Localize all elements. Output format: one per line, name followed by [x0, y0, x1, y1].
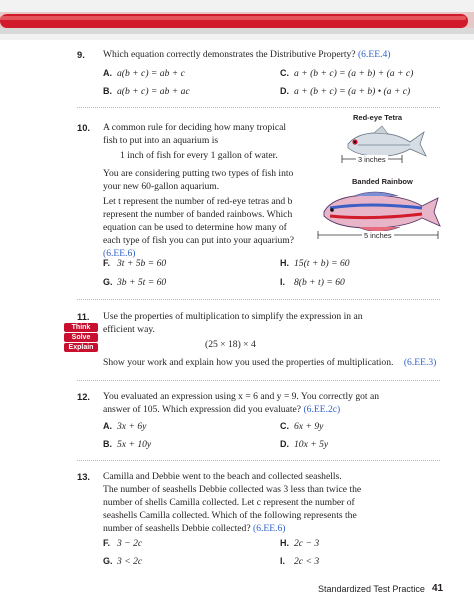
option-text: 10x + 5y — [294, 439, 329, 450]
q9-text: Which equation correctly demonstrates the Distributive Property? — [103, 49, 356, 60]
option-letter: H. — [280, 538, 289, 548]
q11-standard: (6.EE.3) — [403, 357, 437, 368]
q10-paragraph3 — [103, 195, 323, 260]
option-letter: C. — [280, 68, 289, 78]
q10-line: Let t represent the number of red-eye tetras and b — [103, 196, 293, 207]
q10-standard: (6.EE.6) — [103, 248, 136, 259]
fish1-length: 3 inches — [358, 155, 386, 164]
q12-number: 12. — [77, 391, 91, 402]
think-badge: Think — [64, 323, 98, 332]
q9-option-d[interactable] — [280, 85, 410, 98]
q12-option-a[interactable] — [103, 420, 146, 433]
q13-standard: (6.EE.6) — [253, 523, 286, 534]
q13-number: 13. — [77, 471, 91, 482]
q11-stem — [103, 310, 443, 336]
q10-line: each type of fish you can put into your aquarium? — [103, 235, 295, 246]
divider — [77, 460, 440, 461]
q10-line: represent the number of banded rainbows. Which — [103, 209, 293, 220]
q13-line: number of seashells Debbie collected? — [103, 523, 251, 534]
q13-line: The number of seashells Debbie collected was 3 less than twice the — [103, 484, 362, 495]
q10-option-f[interactable] — [103, 257, 166, 270]
q13-option-h[interactable] — [280, 537, 319, 550]
divider — [77, 107, 440, 108]
option-text: a(b + c) = ab + c — [117, 68, 185, 79]
q11-expression: (25 × 18) × 4 — [205, 339, 256, 350]
option-text: 5x + 10y — [117, 439, 152, 450]
q12-standard: (6.EE.2c) — [303, 404, 341, 415]
option-letter: I. — [280, 277, 286, 287]
q10-intro — [103, 121, 313, 147]
option-letter: D. — [280, 439, 289, 449]
q13-stem — [103, 470, 443, 535]
option-text: 3 < 2c — [117, 556, 143, 567]
q9-number: 9. — [77, 49, 85, 60]
option-letter: H. — [280, 258, 289, 268]
q11-instructions — [103, 356, 453, 369]
q9-option-b[interactable] — [103, 85, 190, 98]
q10-option-g[interactable] — [103, 276, 166, 289]
explain-badge: Explain — [64, 343, 98, 352]
option-letter: B. — [103, 86, 112, 96]
q9-option-a[interactable] — [103, 67, 185, 80]
q11-line: Use the properties of multiplication to simplify the expression in an — [103, 311, 363, 322]
option-letter: G. — [103, 277, 113, 287]
option-text: 3x + 6y — [117, 421, 147, 432]
option-text: a + (b + c) = (a + b) + (a + c) — [294, 68, 414, 79]
think-solve-explain-badge — [64, 323, 98, 353]
q13-line: Camilla and Debbie went to the beach and collected seashells. — [103, 471, 342, 482]
option-text: a + (b + c) = (a + b) • (a + c) — [294, 86, 411, 97]
q10-number: 10. — [77, 122, 91, 133]
option-text: 8(b + t) = 60 — [294, 277, 345, 288]
q9-stem — [103, 48, 443, 61]
fish1-label: Red-eye Tetra — [353, 113, 403, 122]
q10-paragraph2 — [103, 167, 318, 193]
option-letter: C. — [280, 421, 289, 431]
q10-line: your new 60-gallon aquarium. — [103, 181, 220, 192]
solve-badge: Solve — [64, 333, 98, 342]
option-letter: A. — [103, 68, 112, 78]
option-text: 3 − 2c — [117, 538, 143, 549]
option-letter: G. — [103, 556, 113, 566]
option-text: 2c − 3 — [294, 538, 320, 549]
option-text: 6x + 9y — [294, 421, 324, 432]
fish2-label: Banded Rainbow — [352, 177, 413, 186]
q9-option-c[interactable] — [280, 67, 413, 80]
option-text: 15(t + b) = 60 — [294, 258, 350, 269]
q10-line: A common rule for deciding how many tropical — [103, 122, 287, 133]
divider — [77, 299, 440, 300]
q13-line: seashells Camilla collected. Which of the following represents the — [103, 510, 357, 521]
fish2-length: 5 inches — [364, 231, 392, 240]
q12-line: answer of 105. Which expression did you evaluate? — [103, 404, 302, 415]
option-text: 3b + 5t = 60 — [117, 277, 167, 288]
q11-show-text: Show your work and explain how you used the properties of multiplication. — [103, 357, 394, 368]
q12-option-c[interactable] — [280, 420, 323, 433]
q13-option-f[interactable] — [103, 537, 142, 550]
q12-option-b[interactable] — [103, 438, 151, 451]
option-letter: B. — [103, 439, 112, 449]
option-text: 3t + 5b = 60 — [117, 258, 167, 269]
q10-option-i[interactable] — [280, 276, 345, 289]
q10-line: You are considering putting two types of fish into — [103, 168, 294, 179]
q10-rule: 1 inch of fish for every 1 gallon of water. — [120, 150, 278, 161]
option-letter: D. — [280, 86, 289, 96]
q13-option-i[interactable] — [280, 555, 319, 568]
q10-option-h[interactable] — [280, 257, 350, 270]
q13-option-g[interactable] — [103, 555, 142, 568]
top-banner — [0, 0, 474, 40]
q11-line: efficient way. — [103, 324, 155, 335]
q12-stem — [103, 390, 443, 416]
divider — [77, 380, 440, 381]
footer-label: Standardized Test Practice — [318, 584, 425, 594]
q12-line: You evaluated an expression using x = 6 and y = 9. You correctly got an — [103, 391, 380, 402]
q12-option-d[interactable] — [280, 438, 328, 451]
q9-standard: (6.EE.4) — [357, 49, 391, 60]
q13-line: number of shells Camilla collected. Let c represent the number of — [103, 497, 355, 508]
option-letter: A. — [103, 421, 112, 431]
option-letter: F. — [103, 538, 111, 548]
option-text: a(b + c) = ab + ac — [117, 86, 190, 97]
q11-number: 11. — [77, 311, 90, 322]
page-number: 41 — [432, 583, 444, 594]
option-text: 2c < 3 — [294, 556, 320, 567]
option-letter: F. — [103, 258, 111, 268]
q10-line: equation can be used to determine how many of — [103, 222, 287, 233]
q10-line: fish to put into an aquarium is — [103, 135, 219, 146]
option-letter: I. — [280, 556, 286, 566]
